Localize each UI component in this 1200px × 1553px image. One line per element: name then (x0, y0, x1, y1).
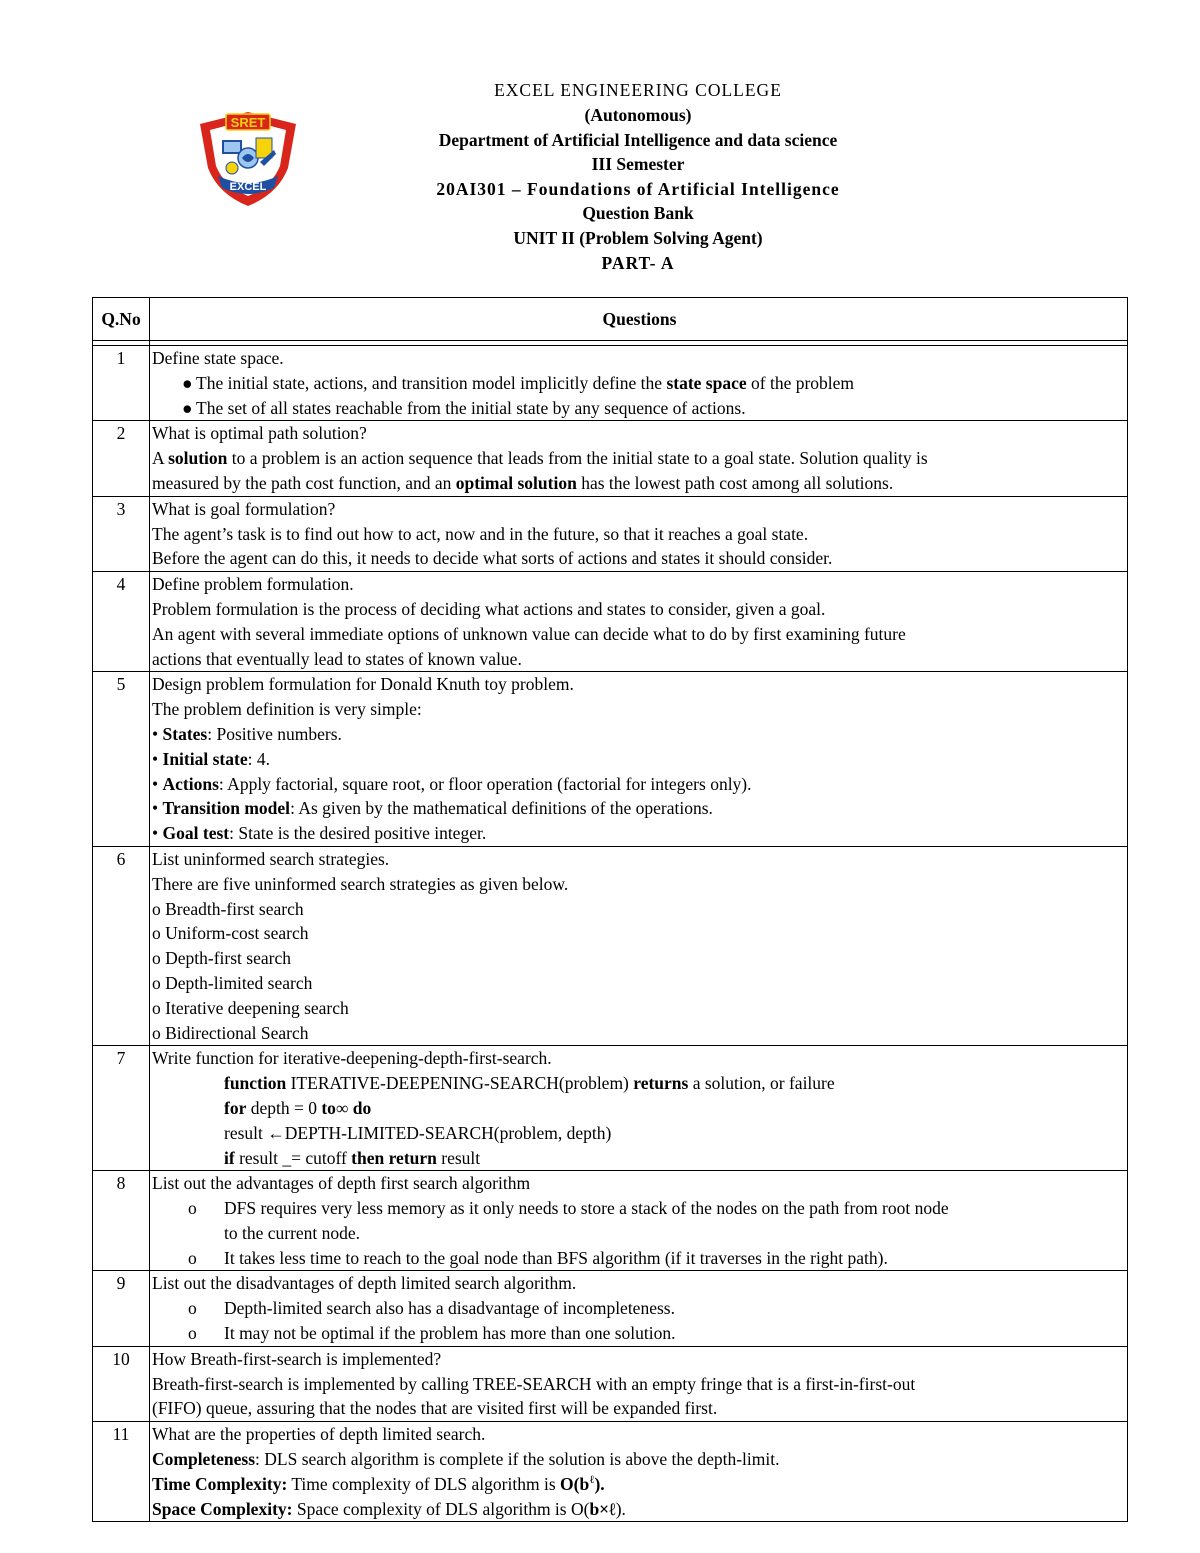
list-item: ● The set of all states reachable from the initial state by any sequence of actions. (152, 396, 1127, 421)
question-number: 5 (93, 672, 150, 847)
list-item: o Depth-limited search also has a disadvantage of incompleteness. (152, 1296, 1127, 1321)
bullet-icon: o (188, 1323, 197, 1344)
question-text: List out the advantages of depth first search algorithm (152, 1173, 531, 1194)
question-cell (150, 572, 1128, 672)
bullet-icon: ● (182, 372, 193, 393)
answer-line: An agent with several immediate options of unknown value can decide what to do by first examining future (152, 623, 906, 644)
college-name: EXCEL ENGINEERING COLLEGE (494, 80, 782, 100)
answer-line: The problem definition is very simple: (152, 699, 422, 720)
answer-line: Space Complexity: Space complexity of DLS algorithm is O(b×ℓ). (152, 1498, 626, 1519)
question-text: Define state space. (152, 348, 284, 368)
list-item: o Bidirectional Search (152, 1022, 309, 1043)
answer-line: Completeness: DLS search algorithm is complete if the solution is above the depth-limit. (152, 1449, 780, 1470)
code-line: function ITERATIVE-DEEPENING-SEARCH(problem) returns a solution, or failure (224, 1073, 835, 1094)
table-row (93, 1346, 1128, 1421)
list-item: • Goal test: State is the desired positive integer. (152, 823, 487, 844)
list-item: o Uniform-cost search (152, 923, 309, 944)
list-item: • States: Positive numbers. (152, 723, 342, 744)
answer-line: The agent’s task is to find out how to act, now and in the future, so that it reaches a goal state. (152, 523, 809, 544)
answer-line: A solution to a problem is an action sequence that leads from the initial state to a goal state. Solution quality is (152, 448, 928, 469)
answer-line: Breath-first-search is implemented by calling TREE-SEARCH with an empty fringe that is a first-in-first-out (152, 1373, 916, 1394)
list-item: o Iterative deepening search (152, 997, 349, 1018)
answer-line: (FIFO) queue, assuring that the nodes that are visited first will be expanded first. (152, 1398, 718, 1419)
list-item: o It may not be optimal if the problem has more than one solution. (152, 1321, 1127, 1346)
list-item: o Breadth-first search (152, 898, 304, 919)
list-item: • Initial state: 4. (152, 748, 270, 769)
answer-line: actions that eventually lead to states of known value. (152, 648, 522, 669)
question-cell (150, 346, 1128, 421)
question-text: How Breath-first-search is implemented? (152, 1348, 442, 1369)
question-text: What is optimal path solution? (152, 423, 367, 444)
question-number: 2 (93, 421, 150, 496)
question-text: What is goal formulation? (152, 498, 336, 519)
bullet-icon: ● (182, 397, 193, 418)
list-item: o DFS requires very less memory as it only needs to store a stack of the nodes on the path from root node (152, 1196, 1127, 1221)
table-row (93, 1046, 1128, 1171)
column-header-questions: Questions (150, 298, 1128, 341)
question-number: 9 (93, 1271, 150, 1346)
table-row (93, 1171, 1128, 1271)
question-number: 4 (93, 572, 150, 672)
department-name: Department of Artificial Intelligence and data science (438, 130, 838, 150)
bullet-icon: o (188, 1198, 197, 1219)
unit-label: UNIT II (Problem Solving Agent) (513, 228, 763, 248)
table-header-row (93, 298, 1128, 341)
svg-text:SRET: SRET (230, 115, 266, 130)
answer-line: Problem formulation is the process of deciding what actions and states to consider, given a goal. (152, 598, 826, 619)
question-cell (150, 421, 1128, 496)
list-item: • Actions: Apply factorial, square root, or floor operation (factorial for integers only). (152, 773, 752, 794)
question-text: Write function for iterative-deepening-depth-first-search. (152, 1048, 552, 1069)
question-cell (150, 1271, 1128, 1346)
table-row (93, 421, 1128, 496)
list-item-continuation: to the current node. (224, 1222, 361, 1243)
answer-line: Before the agent can do this, it needs to decide what sorts of actions and states it should consider. (152, 548, 833, 569)
question-text: List uninformed search strategies. (152, 848, 390, 869)
question-cell (150, 496, 1128, 571)
answer-line: There are five uninformed search strategies as given below. (152, 873, 569, 894)
table-row (93, 846, 1128, 1045)
course-title: 20AI301 – Foundations of Artificial Intelligence (436, 179, 840, 199)
question-number: 10 (93, 1346, 150, 1421)
doc-type-label: Question Bank (582, 203, 694, 223)
question-number: 11 (93, 1422, 150, 1522)
question-number: 7 (93, 1046, 150, 1171)
answer-line: Time Complexity: Time complexity of DLS algorithm is $O(b^\ell)$. (152, 1473, 605, 1494)
question-table (92, 297, 1128, 1522)
question-number: 6 (93, 846, 150, 1045)
college-logo-icon (196, 110, 300, 208)
table-row (93, 1422, 1128, 1522)
svg-text:EXCEL: EXCEL (229, 181, 267, 193)
list-item: o It takes less time to reach to the goal node than BFS algorithm (if it traverses in the right path). (152, 1246, 1127, 1271)
list-item: o Depth-first search (152, 948, 291, 969)
table-row (93, 496, 1128, 571)
question-cell (150, 1346, 1128, 1421)
question-cell (150, 1046, 1128, 1171)
question-text: Design problem formulation for Donald Knuth toy problem. (152, 674, 574, 695)
question-text: What are the properties of depth limited search. (152, 1424, 486, 1445)
list-item: ● The initial state, actions, and transition model implicitly define the state space of the problem (152, 371, 1127, 396)
autonomous-label: (Autonomous) (584, 105, 692, 125)
question-number: 1 (93, 346, 150, 421)
code-line: result ←DEPTH-LIMITED-SEARCH(problem, depth) (224, 1122, 612, 1143)
list-item: o Depth-limited search (152, 972, 313, 993)
answer-line: measured by the path cost function, and an optimal solution has the lowest path cost among all solutions. (152, 472, 894, 493)
question-text: Define problem formulation. (152, 574, 354, 595)
table-row (93, 1271, 1128, 1346)
question-cell (150, 672, 1128, 847)
semester-label: III Semester (591, 154, 685, 174)
bullet-icon: o (188, 1247, 197, 1268)
table-row (93, 672, 1128, 847)
table-row (93, 346, 1128, 421)
table-row (93, 572, 1128, 672)
bullet-icon: o (188, 1298, 197, 1319)
question-cell (150, 1171, 1128, 1271)
column-header-qno: Q.No (93, 298, 150, 341)
question-cell (150, 1422, 1128, 1522)
question-text: List out the disadvantages of depth limited search algorithm. (152, 1273, 577, 1294)
question-number: 3 (93, 496, 150, 571)
question-cell (150, 846, 1128, 1045)
list-item: • Transition model: As given by the mathematical definitions of the operations. (152, 798, 713, 819)
question-number: 8 (93, 1171, 150, 1271)
code-line: if result _= cutoff then return result (224, 1147, 481, 1168)
part-label: PART- A (601, 253, 675, 273)
code-line: for depth = 0 to∞ do (224, 1097, 372, 1118)
